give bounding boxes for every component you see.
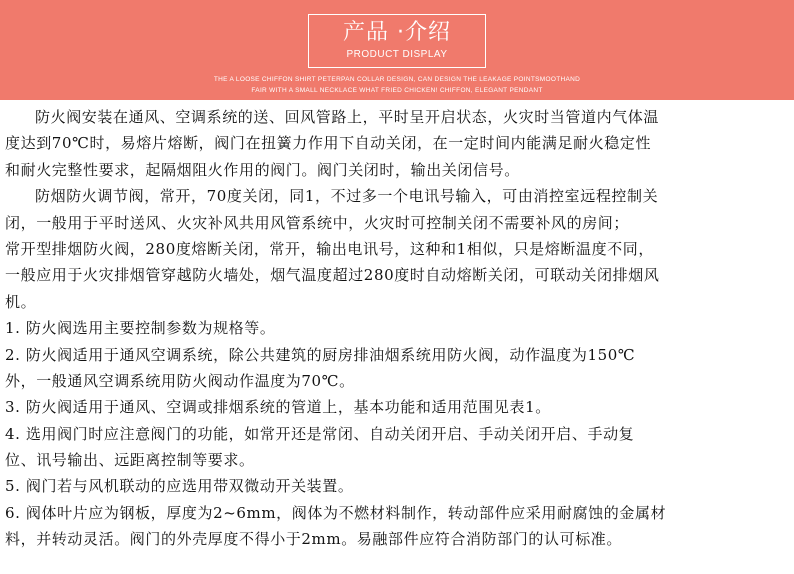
article-body bbox=[5, 104, 791, 553]
list-item: 3. 防火阀适用于通风、空调或排烟系统的管道上，基本功能和适用范围见表1。 bbox=[5, 398, 551, 417]
list-item: 5. 阀门若与风机联动的应选用带双微动开关装置。 bbox=[5, 477, 354, 496]
text-line: 和耐火完整性要求，起隔烟阻火作用的阀门。阀门关闭时，输出关闭信号。 bbox=[5, 160, 520, 179]
text-line: 闭，一般用于平时送风、火灾补风共用风管系统中，火灾时可控制关闭不需要补风的房间； bbox=[5, 213, 630, 232]
text-line: 机。 bbox=[5, 292, 37, 311]
text-line: 度达到70℃时，易熔片熔断，阀门在扭簧力作用下自动关闭，在一定时间内能满足耐火稳定性 bbox=[5, 134, 652, 153]
page-title: 产品 ·介绍 bbox=[343, 20, 451, 45]
text-line: 常开型排烟防火阀，280度熔断关闭，常开，输出电讯号，这种和1相似，只是熔断温度不同， bbox=[5, 239, 654, 258]
list-item: 1. 防火阀选用主要控制参数为规格等。 bbox=[5, 319, 276, 338]
tagline-line-1: THE A LOOSE CHIFFON SHIRT PETERPAN COLLAR DESIGN, CAN DESIGN THE LEAKAGE POINTSMOOTHAND bbox=[213, 76, 581, 83]
page-subtitle: PRODUCT DISPLAY bbox=[346, 49, 448, 60]
list-item: 6. 阀体叶片应为钢板，厚度为2~6mm，阀体为不燃材料制作，转动部件应采用耐腐蚀的金属材 bbox=[5, 503, 667, 522]
list-item-continuation: 位、讯号输出、远距离控制等要求。 bbox=[5, 451, 255, 470]
title-box bbox=[308, 14, 486, 68]
header-banner bbox=[0, 0, 794, 100]
text-line: 防烟防火调节阀，常开，70度关闭，同1，不过多一个电讯号输入，可由消控室远程控制关 bbox=[35, 187, 659, 206]
list-item-continuation: 料，并转动灵活。阀门的外壳厚度不得小于2mm。易融部件应符合消防部门的认可标准。 bbox=[5, 530, 622, 549]
text-line: 防火阀安装在通风、空调系统的送、回风管路上，平时呈开启状态，火灾时当管道内气体温 bbox=[35, 108, 660, 126]
list-item-continuation: 外，一般通风空调系统用防火阀动作温度为70℃。 bbox=[5, 371, 355, 390]
list-item: 2. 防火阀适用于通风空调系统，除公共建筑的厨房排油烟系统用防火阀，动作温度为150℃ bbox=[5, 345, 636, 364]
text-line: 一般应用于火灾排烟管穿越防火墙处，烟气温度超过280度时自动熔断关闭，可联动关闭排烟风 bbox=[5, 266, 660, 285]
tagline-line-2: FAIR WITH A SMALL NECKLACE WHAT FRIED CHICKEN! CHIFFON, ELEGANT PENDANT bbox=[251, 87, 543, 94]
list-item: 4. 选用阀门时应注意阀门的功能，如常开还是常闭、自动关闭开启、手动关闭开启、手动复 bbox=[5, 424, 635, 443]
